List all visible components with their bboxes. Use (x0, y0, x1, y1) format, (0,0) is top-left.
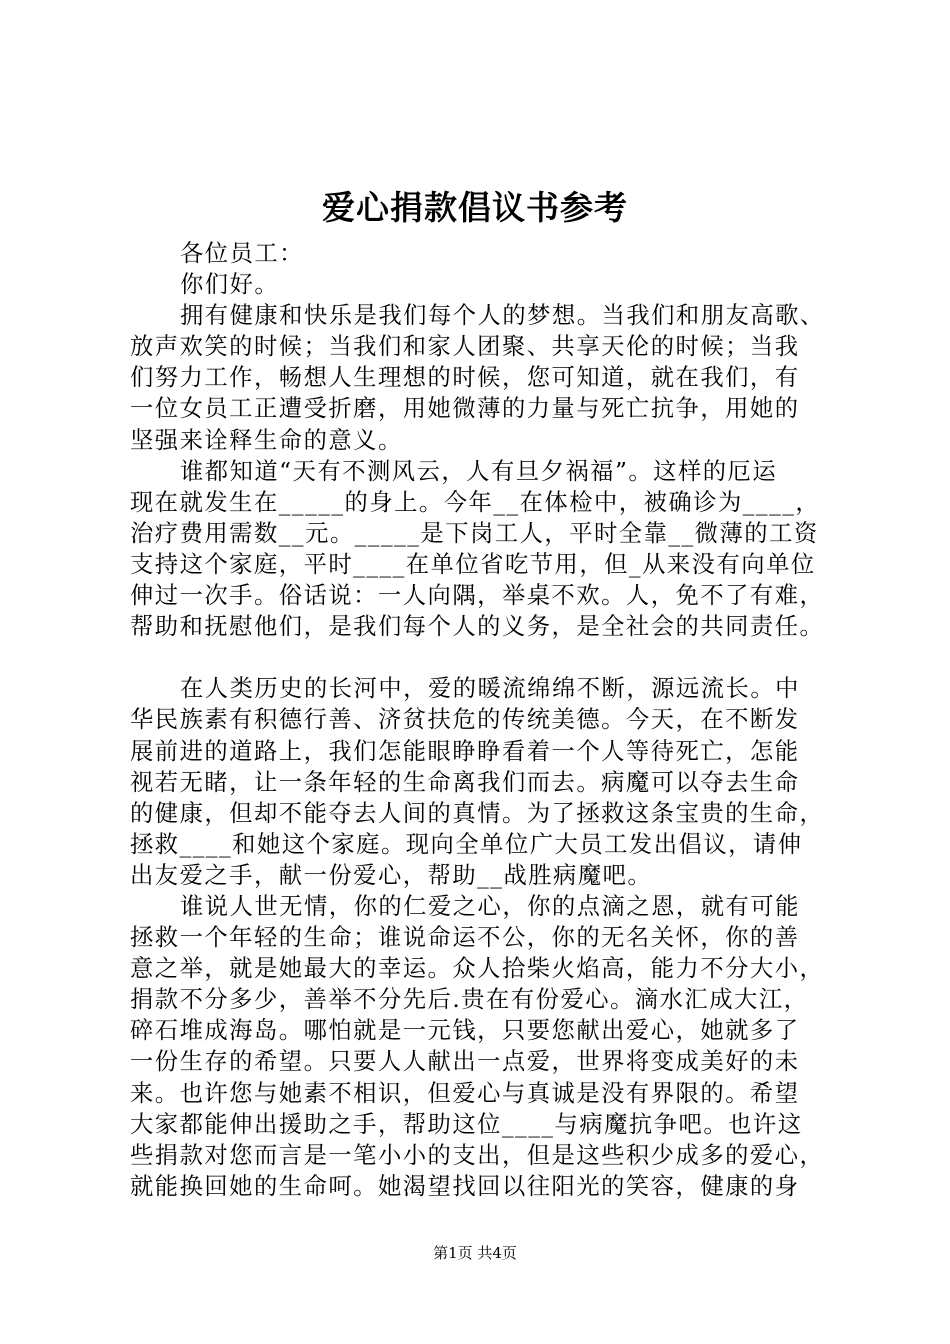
paragraph-line: 些捐款对您而言是一笔小小的支出，但是这些积少成多的爱心， (130, 1141, 825, 1169)
paragraph-line: 谁都知道“天有不测风云，人有旦夕祸福”。这样的厄运 (180, 457, 778, 485)
paragraph-line: 治疗费用需数__元。_____是下岗工人，平时全靠__微薄的工资 (130, 519, 819, 547)
paragraph-line: 们努力工作，畅想人生理想的时候，您可知道，就在我们，有 (130, 364, 800, 392)
paragraph-line: 伸过一次手。俗话说：一人向隅，举桌不欢。人，免不了有难， (130, 582, 825, 610)
paragraph-line: 一份生存的希望。只要人人献出一点爱，世界将变成美好的未 (130, 1048, 800, 1076)
page-footer: 第1页 共4页 (433, 1244, 517, 1262)
paragraph-line: 出友爱之手，献一份爱心，帮助__战胜病魔吧。 (130, 861, 653, 889)
paragraph-line: 意之举，就是她最大的幸运。众人拾柴火焰高，能力不分大小， (130, 955, 825, 983)
salutation: 各位员工： (180, 240, 304, 267)
paragraph-line: 一位女员工正遭受折磨，用她微薄的力量与死亡抗争，用她的 (130, 395, 800, 423)
paragraph-line: 碎石堆成海岛。哪怕就是一元钱，只要您献出爱心，她就多了 (130, 1017, 800, 1045)
paragraph-line: 大家都能伸出援助之手，帮助这位____与病魔抗争吧。也许这 (130, 1110, 803, 1138)
paragraph-line: 来。也许您与她素不相识，但爱心与真诚是没有界限的。希望 (130, 1079, 800, 1107)
paragraph-line: 帮助和抚慰他们，是我们每个人的义务，是全社会的共同责任。 (130, 613, 825, 641)
paragraph-line: 谁说人世无情，你的仁爱之心，你的点滴之恩，就有可能 (180, 892, 800, 920)
paragraph-line: 拯救一个年轻的生命；谁说命运不公，你的无名关怀，你的善 (130, 924, 800, 952)
paragraph-line: 拯救____和她这个家庭。现向全单位广大员工发出倡议，请伸 (130, 830, 803, 858)
paragraph-line: 支持这个家庭，平时____在单位省吃节用，但_从来没有向单位 (130, 550, 816, 578)
paragraph-line: 在人类历史的长河中，爱的暖流绵绵不断，源远流长。中 (180, 675, 800, 703)
paragraph-spacer (130, 642, 850, 673)
paragraph-line: 展前进的道路上，我们怎能眼睁睁看着一个人等待死亡，怎能 (130, 737, 800, 765)
greeting: 你们好。 (180, 271, 280, 299)
paragraph-line: 放声欢笑的时候；当我们和家人团聚、共享天伦的时候；当我 (130, 333, 800, 361)
document-body (130, 238, 850, 1202)
paragraph-line: 拥有健康和快乐是我们每个人的梦想。当我们和朋友高歌、 (180, 302, 825, 330)
paragraph-line: 的健康，但却不能夺去人间的真情。为了拯救这条宝贵的生命， (130, 799, 825, 827)
paragraph-line: 华民族素有积德行善、济贫扶危的传统美德。今天，在不断发 (130, 706, 800, 734)
paragraph-line: 就能换回她的生命呵。她渴望找回以往阳光的笑容，健康的身 (130, 1172, 800, 1200)
paragraph-line: 坚强来诠释生命的意义。 (130, 426, 403, 454)
paragraph-line: 现在就发生在_____的身上。今年__在体检中，被确诊为____， (130, 488, 821, 516)
document-title: 爱心捐款倡议书参考 (322, 188, 628, 227)
paragraph-line: 捐款不分多少，善举不分先后.贵在有份爱心。滴水汇成大江， (130, 986, 809, 1014)
paragraph-line: 视若无睹，让一条年轻的生命离我们而去。病魔可以夺去生命 (130, 768, 800, 796)
